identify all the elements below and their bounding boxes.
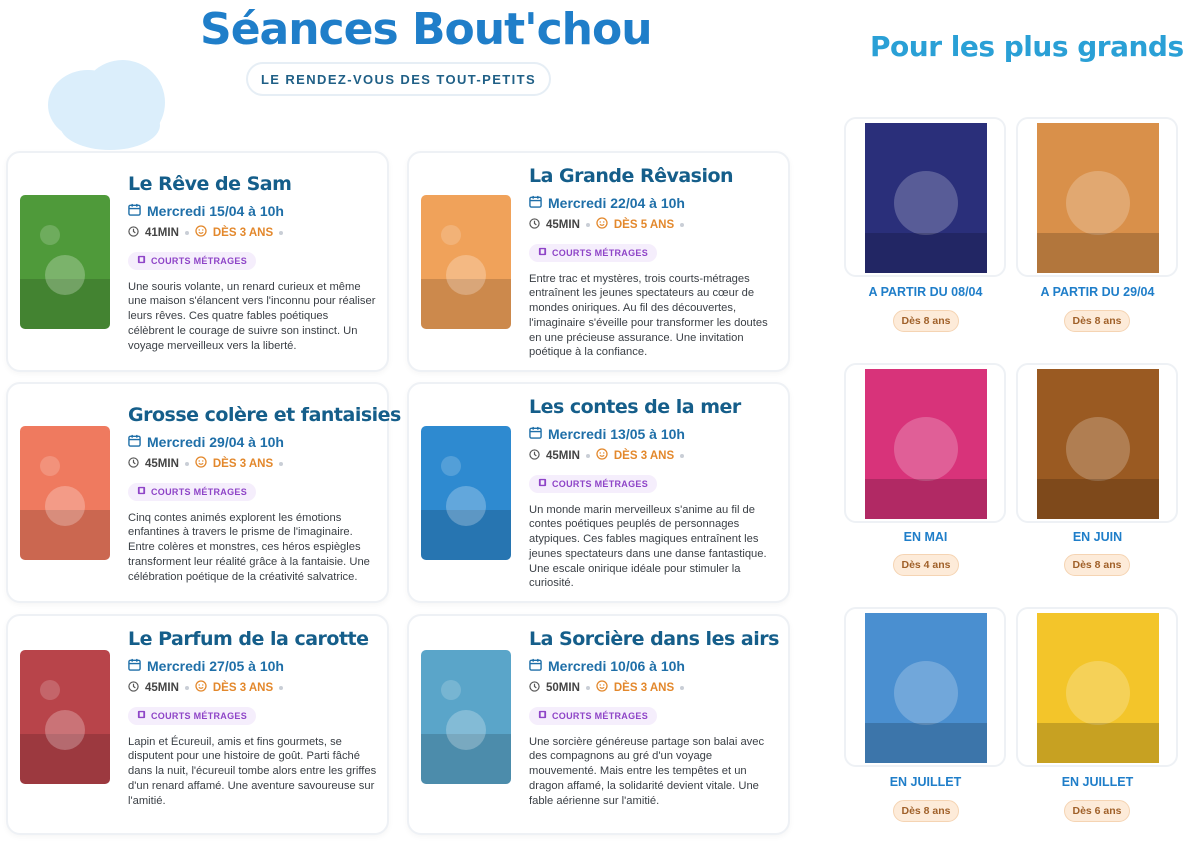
film-card[interactable] [6,151,389,372]
smiley-icon [596,448,608,463]
film-poster[interactable] [20,426,110,560]
upcoming-film-poster[interactable] [865,369,987,519]
release-date: EN MAI [903,530,948,544]
category-badge [128,707,256,725]
film-age: DÈS 3 ANS [212,681,274,694]
film-duration: 45MIN [546,449,580,462]
category-label: COURTS MÉTRAGES [151,710,248,721]
upcoming-film-card[interactable] [1016,117,1178,277]
film-reel-icon [538,247,547,258]
film-duration: 50MIN [546,681,580,694]
upcoming-film-poster[interactable] [865,613,987,763]
film-age: DÈS 3 ANS [212,226,274,239]
category-label: COURTS MÉTRAGES [151,486,248,497]
category-badge [529,475,657,493]
separator-dot [680,686,684,690]
calendar-icon [529,658,542,674]
age-badge: Dès 8 ans [1064,554,1130,576]
category-label: COURTS MÉTRAGES [552,478,649,489]
upcoming-film-card[interactable] [1016,607,1178,767]
film-age: DÈS 5 ANS [613,218,675,231]
clock-icon [529,449,540,463]
calendar-icon [128,203,141,219]
upcoming-film-card[interactable] [844,117,1006,277]
calendar-icon [529,426,542,442]
film-card[interactable] [407,614,790,835]
separator-dot [185,231,189,235]
age-badge: Dès 6 ans [1064,800,1130,822]
film-card[interactable] [6,614,389,835]
film-date: Mercredi 27/05 à 10h [147,658,284,674]
film-date: Mercredi 22/04 à 10h [548,195,685,211]
calendar-icon [128,658,141,674]
upcoming-film-poster[interactable] [1037,123,1159,273]
film-poster[interactable] [20,195,110,329]
separator-dot [680,223,684,227]
upcoming-film-card[interactable] [1016,363,1178,523]
film-duration: 45MIN [145,457,179,470]
film-poster[interactable] [20,650,110,784]
release-date: A PARTIR DU 29/04 [1040,285,1155,299]
release-date: EN JUIN [1072,530,1123,544]
age-badge: Dès 4 ans [893,554,959,576]
film-description: Une sorcière généreuse partage son balai avec des compagnons au gré d'un voyage mouvementé. Mais entre les tempêtes et un dragon affamé, la solidarité devient vitale. Une fable aérienne sur l'amitié. [529,735,765,807]
clock-icon [128,681,139,695]
clock-icon [128,457,139,471]
film-title[interactable]: Les contes de la mer [529,396,741,418]
film-description: Un monde marin merveilleux s'anime au fil de contes poétiques peuplés de personnages atypiques. Ces fables magiques entraînent les jeunes spectateurs dans une danse fantastique. Une escale onirique idéale pour stimuler la curiosité. [529,503,767,590]
age-badge: Dès 8 ans [1064,310,1130,332]
smiley-icon [596,217,608,232]
category-badge [128,252,256,270]
category-badge [529,707,657,725]
film-title[interactable]: Le Parfum de la carotte [128,628,369,650]
film-title[interactable]: Le Rêve de Sam [128,173,292,195]
upcoming-film-card[interactable] [844,607,1006,767]
film-reel-icon [538,710,547,721]
film-description: Lapin et Écureuil, amis et fins gourmets, se disputent pour une histoire de goût. Parti fâché dans la nuit, l'écureuil tombe alors entre les griffes d'un renard affamé. Une aventure savoureuse sur l'amitié. [128,735,377,807]
release-date: EN JUILLET [1061,775,1134,789]
film-reel-icon [137,710,146,721]
film-date: Mercredi 13/05 à 10h [548,426,685,442]
category-badge [128,483,256,501]
release-date: A PARTIR DU 08/04 [868,285,983,299]
film-card[interactable] [6,382,401,603]
film-poster[interactable] [421,650,511,784]
separator-dot [185,462,189,466]
separator-dot [586,454,590,458]
film-duration: 45MIN [546,218,580,231]
film-title[interactable]: La Grande Rêvasion [529,165,734,187]
film-reel-icon [137,255,146,266]
smiley-icon [596,680,608,695]
category-badge [529,244,657,262]
upcoming-film-poster[interactable] [1037,613,1159,763]
clock-icon [529,218,540,232]
film-reel-icon [137,486,146,497]
calendar-icon [529,195,542,211]
film-poster[interactable] [421,195,511,329]
cloud-decoration [60,100,160,150]
separator-dot [279,686,283,690]
clock-icon [128,226,139,240]
separator-dot [680,454,684,458]
separator-dot [185,686,189,690]
film-age: DÈS 3 ANS [613,449,675,462]
film-date: Mercredi 10/06 à 10h [548,658,685,674]
film-title[interactable]: La Sorcière dans les airs [529,628,779,650]
separator-dot [586,686,590,690]
separator-dot [586,223,590,227]
upcoming-film-card[interactable] [844,363,1006,523]
category-label: COURTS MÉTRAGES [552,710,649,721]
separator-dot [279,462,283,466]
film-reel-icon [538,478,547,489]
film-description: Une souris volante, un renard curieux et même une maison s'élancent vers l'inconnu pour réaliser leurs rêves. Ces quatre fables poétiques célèbrent le courage de suivre son instinct. Un voyage merveilleux vers la liberté. [128,280,376,352]
separator-dot [279,231,283,235]
film-card[interactable] [407,151,790,372]
film-description: Entre trac et mystères, trois courts-métrages entraînent les jeunes spectateurs au cœur de mondes oniriques. Au fil des découvertes, l'imaginaire s'éveille pour transformer les doutes en une précieuse assurance. Une invitation poétique à la confiance. [529,272,768,359]
upcoming-film-poster[interactable] [1037,369,1159,519]
category-label: COURTS MÉTRAGES [552,247,649,258]
clock-icon [529,681,540,695]
film-card[interactable] [407,382,790,603]
calendar-icon [128,434,141,450]
page-subtitle: LE RENDEZ-VOUS DES TOUT-PETITS [246,62,551,96]
film-poster[interactable] [421,426,511,560]
smiley-icon [195,225,207,240]
category-label: COURTS MÉTRAGES [151,255,248,266]
film-description: Cinq contes animés explorent les émotions enfantines à travers le prisme de l'imaginaire. Entre colères et monstres, ces héros espiègles transforment leur réalité grâce à la fantaisie. Une célébration poétique de la créativité salvatrice. [128,511,370,583]
upcoming-film-poster[interactable] [865,123,987,273]
film-date: Mercredi 29/04 à 10h [147,434,284,450]
smiley-icon [195,680,207,695]
release-date: EN JUILLET [889,775,962,789]
page-title: Séances Bout'chou [200,4,652,55]
age-badge: Dès 8 ans [893,800,959,822]
film-age: DÈS 3 ANS [212,457,274,470]
film-title[interactable]: Grosse colère et fantaisies [128,404,401,426]
film-duration: 41MIN [145,226,179,239]
age-badge: Dès 8 ans [893,310,959,332]
film-date: Mercredi 15/04 à 10h [147,203,284,219]
film-age: DÈS 3 ANS [613,681,675,694]
film-duration: 45MIN [145,681,179,694]
sidebar-title: Pour les plus grands [870,30,1184,63]
smiley-icon [195,456,207,471]
